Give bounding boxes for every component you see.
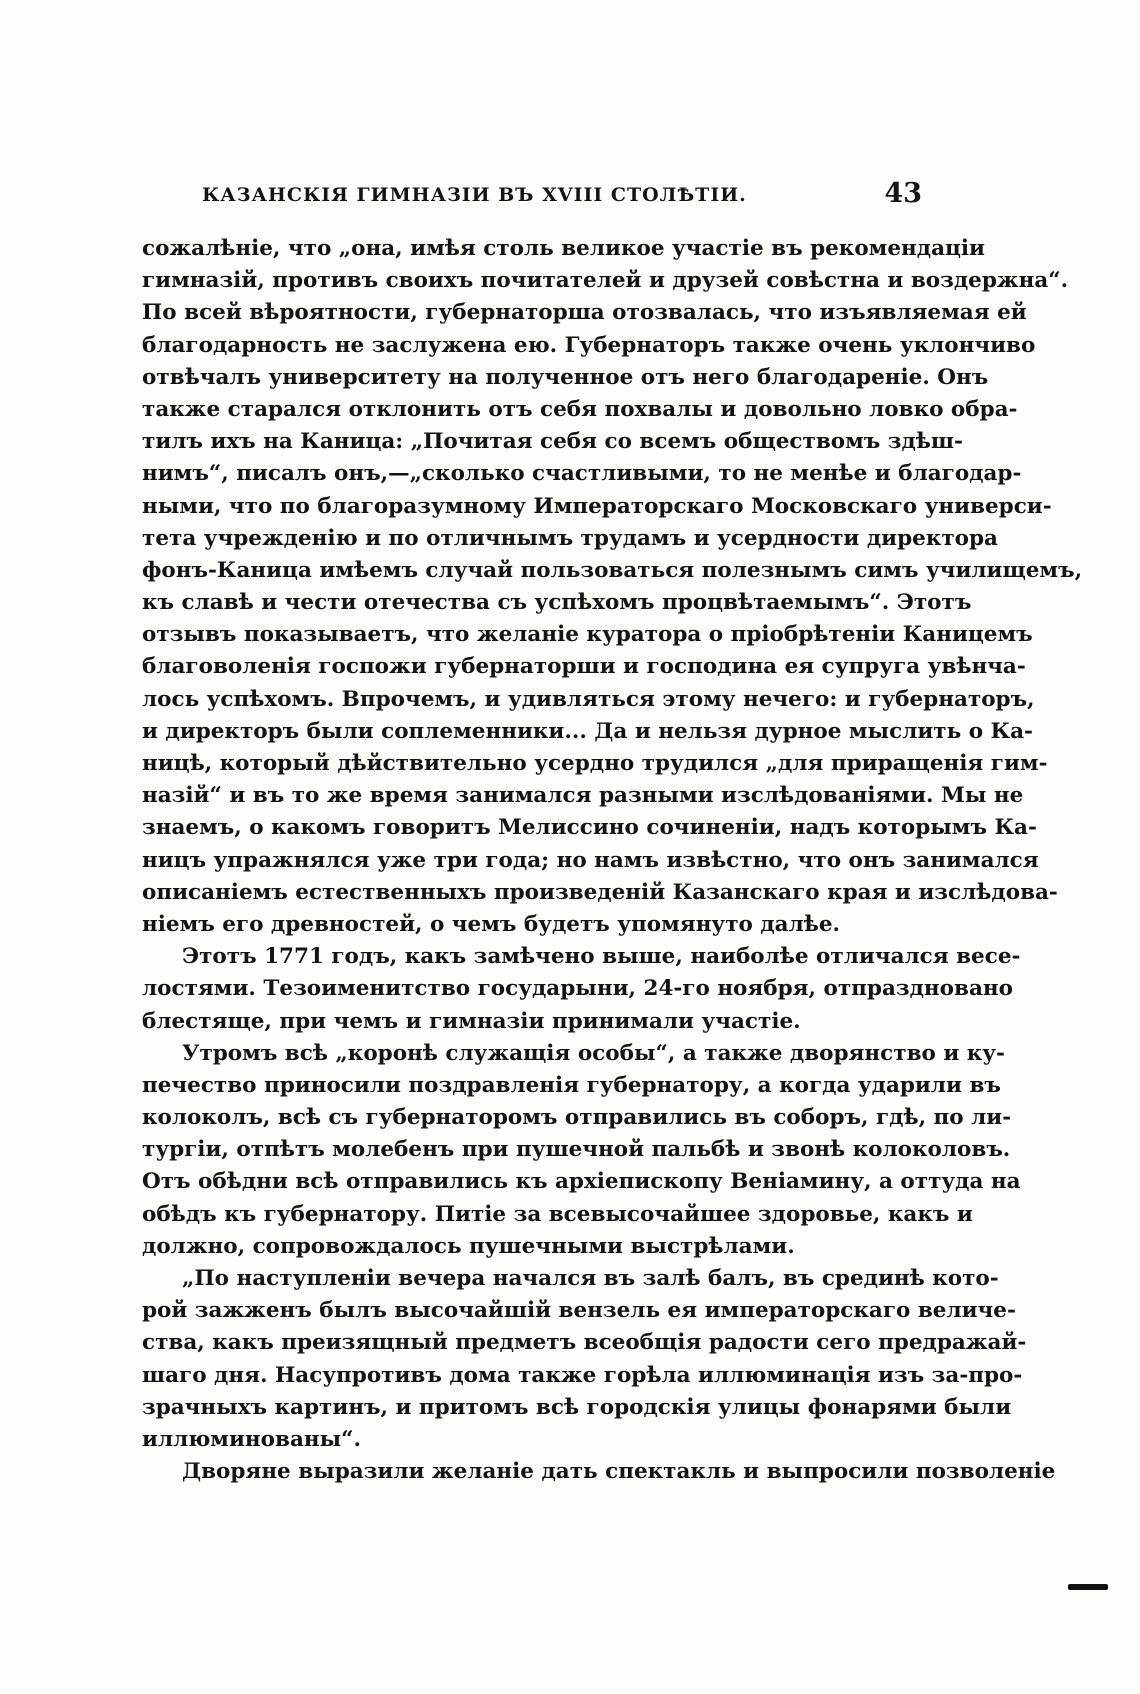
text-line: печество приносили поздравленія губернатору, а когда ударили въ [142, 1072, 1001, 1098]
text-line: Отъ обѣдни всѣ отправились къ архіепископу Веніамину, а оттуда на [142, 1169, 1021, 1195]
text-line: благодарность не заслужена ею. Губернаторъ также очень уклончиво [142, 332, 1036, 358]
text-line: рой зажженъ былъ высочайшій вензель ея императорскаго величе- [142, 1298, 1016, 1324]
text-line: иллюминованы“. [142, 1426, 362, 1452]
text-line: ницъ упражнялся уже три года; но намъ извѣстно, что онъ занимался [142, 847, 1039, 873]
text-line: лостями. Тезоименитство государыни, 24-го ноября, отпраздновано [142, 976, 1013, 1002]
text-line: и директоръ были соплеменники... Да и нельзя дурное мыслить о Ка- [142, 718, 1033, 744]
text-line: обѣдъ къ губернатору. Питіе за всевысочайшее здоровье, какъ и [142, 1201, 973, 1227]
text-line: По всей вѣроятности, губернаторша отозвалась, что изъявляемая ей [142, 300, 1027, 326]
text-line: назій“ и въ то же время занимался разными изслѣдованіями. Мы не [142, 783, 1024, 809]
text-line: описаніемъ естественныхъ произведеній Казанскаго края и изслѣдова- [142, 879, 1058, 905]
text-line: лось успѣхомъ. Впрочемъ, и удивляться этому нечего: и губернаторъ, [142, 686, 1035, 712]
text-line: къ славѣ и чести отечества съ успѣхомъ процвѣтаемымъ“. Этотъ [142, 590, 972, 616]
text-line: нимъ“, писалъ онъ,—„сколько счастливыми, то не менѣе и благодар- [142, 461, 1022, 487]
text-line: благоволенія госпожи губернаторши и господина ея супруга увѣнча- [142, 654, 1026, 680]
text-line: Утромъ всѣ „коронѣ служащія особы“, а также дворянство и ку- [182, 1040, 1005, 1066]
page-number: 43 [884, 178, 922, 209]
margin-dash-mark [1068, 1584, 1108, 1590]
running-head [202, 178, 922, 208]
text-line: блестяще, при чемъ и гимназіи принимали участіе. [142, 1008, 801, 1034]
text-line: также старался отклонить отъ себя похвалы и довольно ловко обра- [142, 396, 1018, 422]
text-line: должно, сопровождалось пушечными выстрѣлами. [142, 1233, 795, 1259]
text-line: ства, какъ преизящный предметъ всеобщія радости сего предражай- [142, 1330, 1027, 1356]
text-line: фонъ-Каница имѣемъ случай пользоваться полезнымъ симъ училищемъ, [142, 557, 1083, 583]
text-line: колоколъ, всѣ съ губернаторомъ отправились въ соборъ, гдѣ, по ли- [142, 1105, 1012, 1131]
body-text [142, 233, 1083, 1488]
text-line: отвѣчалъ университету на полученное отъ него благодареніе. Онъ [142, 364, 989, 390]
text-line: отзывъ показываетъ, что желаніе куратора о пріобрѣтеніи Каницемъ [142, 622, 1033, 648]
text-line: Этотъ 1771 годъ, какъ замѣчено выше, наиболѣе отличался весе- [182, 944, 1021, 970]
text-line: тилъ ихъ на Каница: „Почитая себя со всемъ обществомъ здѣш- [142, 429, 963, 455]
text-line: ницѣ, который дѣйствительно усердно трудился „для приращенія гим- [142, 751, 1048, 776]
text-line: зрачныхъ картинъ, и притомъ всѣ городскія улицы фонарями были [142, 1394, 1012, 1420]
text-line: гимназій, противъ своихъ почитателей и друзей совѣстна и воздержна“. [142, 268, 1069, 294]
text-line: сожалѣніе, что „она, имѣя столь великое участіе въ рекомендаціи [142, 236, 986, 261]
text-line: тета учрежденію и по отличнымъ трудамъ и усердности директора [142, 525, 998, 551]
text-line: ніемъ его древностей, о чемъ будетъ упомянуто далѣе. [142, 911, 841, 937]
text-line: „По наступленіи вечера начался въ залѣ балъ, въ срединѣ кото- [182, 1266, 999, 1291]
text-line: знаемъ, о какомъ говоритъ Мелиссино сочиненіи, надъ которымъ Ка- [142, 815, 1037, 841]
running-title: КАЗАНСКІЯ ГИМНАЗІИ ВЪ XVIII СТОЛѢТІИ. [202, 184, 747, 206]
text-line: тургіи, отпѣтъ молебенъ при пушечной пальбѣ и звонѣ колоколовъ. [142, 1137, 1011, 1163]
text-line: шаго дня. Насупротивъ дома также горѣла иллюминація изъ за-про- [142, 1362, 1023, 1388]
text-line: ными, что по благоразумному Императорскаго Московскаго универси- [142, 493, 1052, 519]
text-line: Дворяне выразили желаніе дать спектакль и выпросили позволеніе [182, 1459, 1056, 1485]
